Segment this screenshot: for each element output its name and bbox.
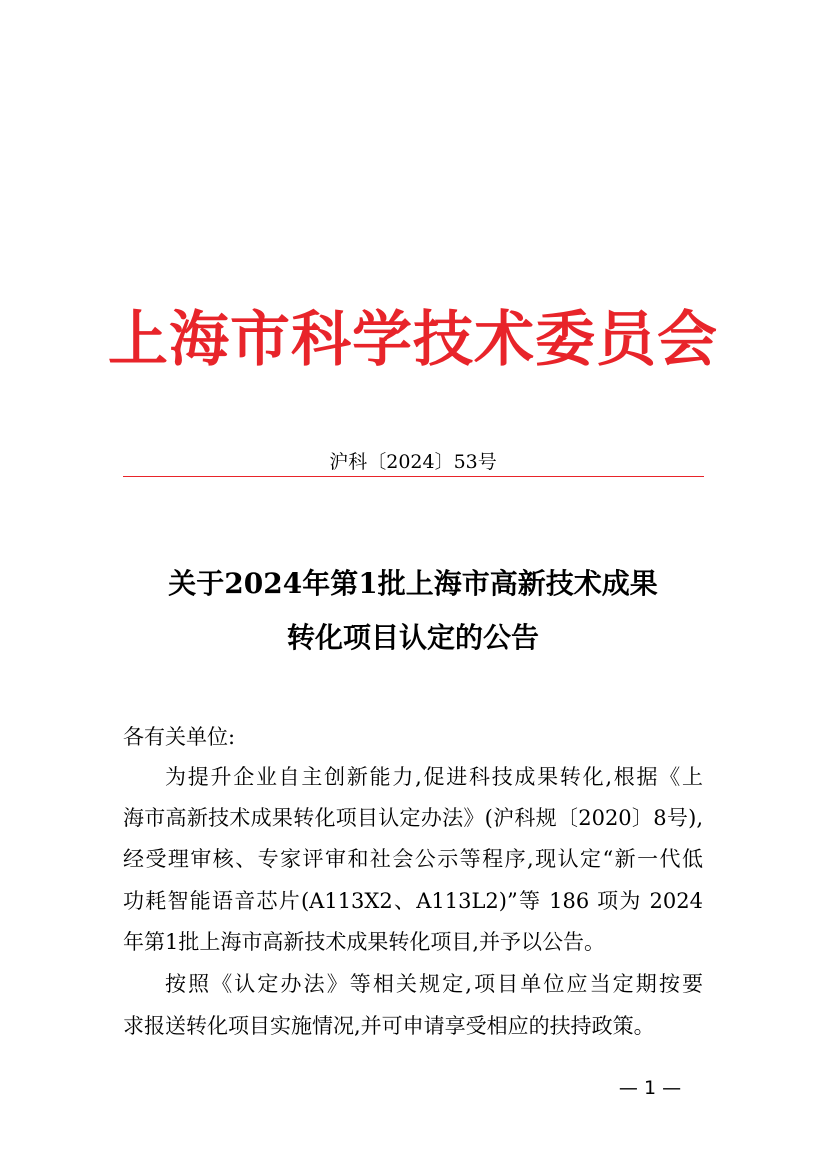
paragraph-1-line-4: 功耗智能语音芯片(A113X2、A113L2)”等 186 项为 2024 bbox=[123, 889, 703, 913]
paragraph-1-line-1: 为提升企业自主创新能力,促进科技成果转化,根据《上 bbox=[165, 765, 703, 789]
header-rule bbox=[123, 476, 704, 477]
paragraph-2-line-2: 求报送转化项目实施情况,并可申请享受相应的扶持政策。 bbox=[123, 1014, 655, 1038]
paragraph-1-line-2: 海市高新技术成果转化项目认定办法》(沪科规〔2020〕8号), bbox=[123, 806, 703, 830]
salutation: 各有关单位: bbox=[123, 725, 236, 749]
paragraph-2-line-1: 按照《认定办法》等相关规定,项目单位应当定期按要 bbox=[165, 972, 703, 996]
page-number: — 1 — bbox=[618, 1077, 682, 1099]
title-line-2: 转化项目认定的公告 bbox=[286, 621, 539, 654]
title-line-1: 关于2024年第1批上海市高新技术成果 bbox=[168, 567, 658, 600]
document-number: 沪科〔2024〕53号 bbox=[329, 451, 497, 473]
paragraph-1-line-5: 年第1批上海市高新技术成果转化项目,并予以公告。 bbox=[123, 930, 606, 954]
agency-header: 上海市科学技术委员会 bbox=[108, 305, 718, 375]
paragraph-1-line-3: 经受理审核、专家评审和社会公示等程序,现认定“新一代低 bbox=[123, 847, 703, 871]
